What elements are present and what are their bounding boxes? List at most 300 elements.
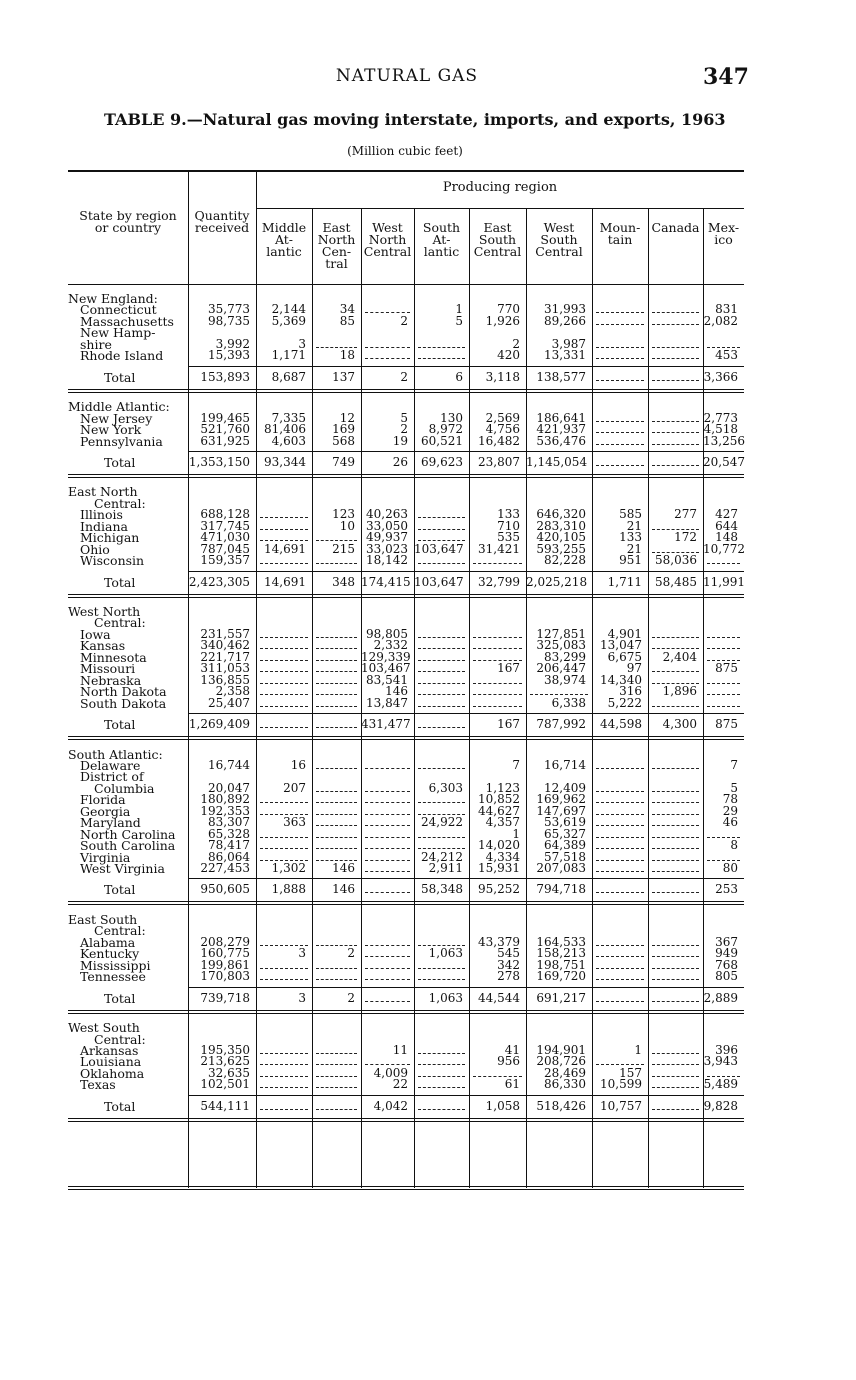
- region-cell: 138,577: [536, 369, 586, 384]
- region-cell: 5: [400, 410, 408, 425]
- region-cell: 325,083: [536, 638, 586, 653]
- region-cell: 12,409: [544, 780, 586, 795]
- empty-cell-rule: [316, 802, 357, 803]
- region-cell: 787,992: [536, 717, 586, 732]
- total-label: Total: [104, 882, 136, 898]
- quantity-cell: 86,064: [208, 849, 250, 864]
- row-label: West North: [68, 604, 141, 619]
- empty-cell-rule: [316, 648, 357, 649]
- empty-cell-rule: [652, 347, 699, 348]
- region-cell: 21: [626, 541, 642, 556]
- region-cell: 10,852: [478, 792, 520, 807]
- region-cell: 19: [392, 433, 408, 448]
- region-cell: 65,327: [544, 826, 586, 841]
- region-cell: 172: [674, 530, 697, 545]
- empty-cell-rule: [316, 660, 357, 661]
- empty-cell-rule: [365, 892, 410, 893]
- region-cell: 146: [385, 684, 408, 699]
- region-header: West South Central: [535, 220, 583, 259]
- region-cell: 951: [619, 553, 642, 568]
- region-cell: 7: [512, 757, 520, 772]
- empty-cell-rule: [418, 1064, 465, 1065]
- region-cell: 646,320: [536, 507, 586, 522]
- region-cell: 3: [298, 946, 306, 961]
- row-label: shire: [80, 336, 112, 352]
- region-cell: 8,972: [428, 422, 463, 437]
- region-cell: 46: [722, 815, 738, 830]
- region-cell: 768: [715, 957, 738, 972]
- empty-cell-rule: [596, 860, 644, 861]
- region-cell: 64,389: [544, 838, 586, 853]
- region-cell: 58,485: [655, 574, 697, 589]
- region-cell: 4,518: [703, 422, 738, 437]
- region-cell: 794,718: [536, 882, 586, 897]
- table-top-rule: [68, 170, 744, 172]
- quantity-cell: 231,557: [200, 626, 250, 641]
- total-double-rule: [68, 904, 744, 905]
- empty-cell-rule: [260, 837, 308, 838]
- region-cell: 146: [332, 861, 355, 875]
- region-cell: 13,331: [544, 348, 586, 363]
- empty-cell-rule: [418, 517, 465, 518]
- empty-cell-rule: [652, 945, 699, 946]
- empty-cell-rule: [260, 637, 308, 638]
- region-cell: 15,931: [478, 861, 520, 875]
- total-label: Total: [104, 369, 136, 385]
- empty-cell-rule: [260, 848, 308, 849]
- empty-cell-rule: [596, 892, 644, 893]
- empty-cell-rule: [365, 802, 410, 803]
- row-label: West Virginia: [80, 861, 165, 876]
- region-cell: 644: [715, 518, 738, 533]
- empty-cell-rule: [473, 563, 522, 564]
- row-label: Nebraska: [80, 672, 142, 688]
- region-cell: 4,300: [662, 717, 697, 732]
- quantity-cell: 35,773: [208, 302, 250, 317]
- empty-cell-rule: [418, 637, 465, 638]
- region-cell: 396: [715, 1042, 738, 1057]
- region-cell: 710: [497, 518, 520, 533]
- row-label: West South: [68, 1020, 140, 1036]
- empty-cell-rule: [652, 979, 699, 980]
- empty-cell-rule: [316, 563, 357, 564]
- region-cell: 536,476: [536, 433, 586, 448]
- region-cell: 157: [619, 1065, 642, 1080]
- empty-cell-rule: [365, 768, 410, 769]
- row-label: Indiana: [80, 518, 128, 534]
- total-rule: [188, 987, 744, 988]
- empty-cell-rule: [596, 848, 644, 849]
- region-cell: 8,687: [271, 369, 306, 384]
- empty-cell-rule: [365, 814, 410, 815]
- region-cell: 44,544: [478, 990, 520, 1005]
- empty-cell-rule: [473, 694, 522, 695]
- region-cell: 5: [455, 313, 463, 328]
- region-cell: 32,799: [478, 574, 520, 589]
- total-double-rule: [68, 474, 744, 475]
- region-cell: 278: [497, 969, 520, 984]
- row-label: Iowa: [80, 626, 111, 642]
- total-double-rule: [68, 392, 744, 393]
- quantity-cell: 471,030: [200, 530, 250, 545]
- region-cell: 20,547: [703, 454, 745, 469]
- region-cell: 206,447: [536, 661, 586, 676]
- total-double-rule: [68, 1010, 744, 1011]
- empty-cell-rule: [652, 814, 699, 815]
- row-label: New Hamp-: [80, 325, 156, 341]
- row-label: North Dakota: [80, 684, 167, 700]
- region-cell: 875: [715, 661, 738, 676]
- region-cell: 28,469: [544, 1065, 586, 1080]
- region-cell: 82,228: [544, 553, 586, 568]
- empty-cell-rule: [596, 432, 644, 433]
- empty-cell-rule: [652, 444, 699, 445]
- region-cell: 2,332: [373, 638, 408, 653]
- total-double-rule: [68, 901, 744, 902]
- region-cell: 7,335: [271, 410, 306, 425]
- empty-cell-rule: [652, 871, 699, 872]
- empty-cell-rule: [652, 1087, 699, 1088]
- empty-cell-rule: [596, 768, 644, 769]
- empty-cell-rule: [652, 637, 699, 638]
- region-cell: 367: [715, 934, 738, 949]
- quantity-cell: 227,453: [200, 861, 250, 875]
- table-title: TABLE 9.—Natural gas moving interstate, imports, and exports, 1963: [104, 110, 726, 129]
- empty-cell-rule: [316, 1109, 357, 1110]
- region-cell: 253: [715, 882, 738, 897]
- region-cell: 16,482: [478, 433, 520, 448]
- empty-cell-rule: [418, 1109, 465, 1110]
- total-rule: [188, 451, 744, 452]
- empty-cell-rule: [316, 791, 357, 792]
- quantity-cell: 2,423,305: [188, 574, 250, 589]
- region-cell: 89,266: [544, 313, 586, 328]
- empty-cell-rule: [418, 563, 465, 564]
- region-cell: 4,042: [373, 1098, 408, 1113]
- empty-cell-rule: [365, 1001, 410, 1002]
- empty-cell-rule: [260, 1087, 308, 1088]
- empty-cell-rule: [260, 517, 308, 518]
- empty-cell-rule: [418, 768, 465, 769]
- empty-cell-rule: [596, 791, 644, 792]
- region-cell: 5,222: [607, 695, 642, 710]
- region-cell: 95,252: [478, 882, 520, 897]
- region-header: East North Cen- tral: [317, 220, 356, 271]
- table-bottom-rule: [68, 1186, 744, 1187]
- row-label: District of: [80, 769, 144, 785]
- empty-cell-rule: [365, 358, 410, 359]
- quantity-cell: 65,328: [208, 826, 250, 841]
- row-label: Georgia: [80, 803, 131, 819]
- quantity-cell: 25,407: [208, 695, 250, 710]
- quantity-cell: 98,735: [208, 313, 250, 328]
- region-cell: 277: [674, 507, 697, 522]
- empty-cell-rule: [418, 1087, 465, 1088]
- region-cell: 24,922: [421, 815, 463, 830]
- empty-cell-rule: [596, 444, 644, 445]
- region-header: Moun- tain: [599, 220, 641, 247]
- empty-cell-rule: [316, 837, 357, 838]
- empty-cell-rule: [316, 968, 357, 969]
- region-cell: 420,105: [536, 530, 586, 545]
- total-double-rule: [68, 594, 744, 595]
- region-cell: 1,302: [271, 861, 306, 875]
- empty-cell-rule: [652, 825, 699, 826]
- row-label: Alabama: [80, 934, 136, 950]
- region-cell: 6,303: [428, 780, 463, 795]
- empty-cell-rule: [418, 802, 465, 803]
- region-cell: 129,339: [361, 649, 411, 664]
- region-cell: 427: [715, 507, 738, 522]
- region-cell: 21: [626, 518, 642, 533]
- quantity-cell: 739,718: [200, 990, 250, 1005]
- empty-cell-rule: [418, 694, 465, 695]
- region-cell: 97: [626, 661, 642, 676]
- quantity-cell: 170,803: [200, 969, 250, 984]
- region-cell: 1,888: [271, 882, 306, 897]
- row-label: Kentucky: [80, 946, 140, 962]
- empty-cell-rule: [316, 848, 357, 849]
- table-units: (Million cubic feet): [347, 144, 463, 158]
- region-cell: 5,369: [271, 313, 306, 328]
- region-cell: 24,212: [421, 849, 463, 864]
- total-double-rule: [68, 739, 744, 740]
- quantity-cell: 32,635: [208, 1065, 250, 1080]
- region-cell: 158,213: [536, 946, 586, 961]
- quantity-cell: 221,717: [200, 649, 250, 664]
- row-label: North Carolina: [80, 826, 176, 842]
- total-rule: [188, 878, 744, 879]
- empty-cell-rule: [473, 648, 522, 649]
- empty-cell-rule: [316, 706, 357, 707]
- empty-cell-rule: [260, 1076, 308, 1077]
- region-cell: 14,340: [600, 672, 642, 687]
- region-cell: 18,142: [366, 553, 408, 568]
- quantity-cell: 15,393: [208, 348, 250, 363]
- region-cell: 593,255: [536, 541, 586, 556]
- row-label: Virginia: [80, 849, 131, 865]
- region-header: Canada: [651, 220, 700, 235]
- region-cell: 198,751: [536, 957, 586, 972]
- region-cell: 5,489: [703, 1077, 738, 1092]
- row-label: New Jersey: [80, 410, 153, 426]
- header-bottom-rule: [68, 284, 744, 285]
- region-cell: 148: [715, 530, 738, 545]
- empty-cell-rule: [418, 358, 465, 359]
- quantity-cell: 180,892: [200, 792, 250, 807]
- empty-cell-rule: [316, 1087, 357, 1088]
- empty-cell-rule: [260, 727, 308, 728]
- region-cell: 207: [283, 780, 306, 795]
- empty-cell-rule: [707, 637, 740, 638]
- empty-cell-rule: [652, 892, 699, 893]
- region-cell: 167: [497, 717, 520, 732]
- row-label: Minnesota: [80, 649, 147, 665]
- empty-cell-rule: [652, 1001, 699, 1002]
- empty-cell-rule: [316, 727, 357, 728]
- empty-cell-rule: [365, 871, 410, 872]
- quantity-cell: 199,465: [200, 410, 250, 425]
- empty-cell-rule: [418, 727, 465, 728]
- quantity-cell: 950,605: [200, 882, 250, 897]
- region-cell: 33,023: [366, 541, 408, 556]
- region-cell: 33,050: [366, 518, 408, 533]
- region-cell: 949: [715, 946, 738, 961]
- empty-cell-rule: [707, 648, 740, 649]
- region-cell: 169,720: [536, 969, 586, 984]
- region-cell: 61: [504, 1077, 520, 1092]
- total-double-rule: [68, 736, 744, 737]
- row-label: Ohio: [80, 541, 110, 557]
- region-cell: 167: [497, 661, 520, 676]
- region-cell: 174,415: [361, 574, 411, 589]
- region-cell: 4,756: [485, 422, 520, 437]
- row-label: Columbia: [94, 780, 155, 796]
- quantity-cell: 2,358: [215, 684, 250, 699]
- row-label: Tennessee: [80, 969, 146, 985]
- quantity-cell: 136,855: [200, 672, 250, 687]
- region-cell: 585: [619, 507, 642, 522]
- total-double-rule: [68, 477, 744, 478]
- empty-cell-rule: [365, 347, 410, 348]
- total-label: Total: [104, 990, 136, 1006]
- region-header: West North Central: [363, 220, 412, 259]
- row-label: Pennsylvania: [80, 433, 163, 449]
- empty-cell-rule: [365, 860, 410, 861]
- row-label: Oklahoma: [80, 1065, 145, 1081]
- region-cell: 147,697: [536, 803, 586, 818]
- row-label: Delaware: [80, 757, 141, 773]
- empty-cell-rule: [260, 1064, 308, 1065]
- region-cell: 421,937: [536, 422, 586, 437]
- empty-cell-rule: [652, 1109, 699, 1110]
- region-cell: 1,926: [485, 313, 520, 328]
- stub-header: State by region or country: [79, 208, 177, 235]
- empty-cell-rule: [473, 706, 522, 707]
- quantity-cell: 521,760: [200, 422, 250, 437]
- region-cell: 49,937: [366, 530, 408, 545]
- row-label: Rhode Island: [80, 348, 164, 364]
- empty-cell-rule: [707, 563, 740, 564]
- empty-cell-rule: [418, 1076, 465, 1077]
- region-cell: 316: [619, 684, 642, 699]
- total-double-rule: [68, 1118, 744, 1119]
- region-cell: 34: [339, 302, 355, 317]
- empty-cell-rule: [260, 563, 308, 564]
- region-cell: 186,641: [536, 410, 586, 425]
- empty-cell-rule: [316, 1076, 357, 1077]
- region-cell: 103,647: [414, 574, 464, 589]
- region-header: East South Central: [473, 220, 522, 259]
- row-label: Central:: [94, 495, 146, 511]
- quantity-cell: 311,053: [200, 661, 250, 676]
- quantity-cell: 544,111: [200, 1098, 250, 1113]
- region-cell: 18: [339, 348, 355, 363]
- quantity-cell: 340,462: [200, 638, 250, 653]
- region-cell: 283,310: [536, 518, 586, 533]
- quantity-cell: 102,501: [200, 1077, 250, 1092]
- region-cell: 348: [332, 574, 355, 589]
- region-cell: 10,757: [600, 1098, 642, 1113]
- region-cell: 44,598: [600, 717, 642, 732]
- region-cell: 1: [455, 302, 463, 317]
- region-cell: 1,711: [607, 574, 642, 589]
- empty-cell-rule: [260, 694, 308, 695]
- region-cell: 1,063: [428, 990, 463, 1005]
- quantity-cell: 213,625: [200, 1054, 250, 1069]
- region-cell: 43,379: [478, 934, 520, 949]
- empty-cell-rule: [596, 1001, 644, 1002]
- empty-cell-rule: [260, 802, 308, 803]
- running-head: [0, 64, 856, 92]
- region-cell: 568: [332, 433, 355, 448]
- region-cell: 53,619: [544, 815, 586, 830]
- region-cell: 123: [332, 507, 355, 522]
- region-cell: 363: [283, 815, 306, 830]
- region-cell: 14,020: [478, 838, 520, 853]
- empty-cell-rule: [596, 421, 644, 422]
- region-cell: 4,901: [607, 626, 642, 641]
- row-label: East South: [68, 911, 138, 927]
- empty-cell-rule: [316, 768, 357, 769]
- row-label: South Atlantic:: [68, 746, 163, 762]
- total-rule: [188, 571, 744, 572]
- empty-cell-rule: [596, 324, 644, 325]
- empty-cell-rule: [473, 683, 522, 684]
- row-label: South Carolina: [80, 838, 176, 854]
- empty-cell-rule: [316, 683, 357, 684]
- region-cell: 805: [715, 969, 738, 984]
- region-cell: 23,807: [478, 454, 520, 469]
- region-cell: 1,063: [428, 946, 463, 961]
- empty-cell-rule: [260, 979, 308, 980]
- empty-cell-rule: [365, 968, 410, 969]
- quantity-cell: 192,353: [200, 803, 250, 818]
- empty-cell-rule: [418, 347, 465, 348]
- region-cell: 13,847: [366, 695, 408, 710]
- empty-cell-rule: [260, 1053, 308, 1054]
- region-cell: 3,366: [703, 369, 738, 384]
- region-cell: 956: [497, 1054, 520, 1069]
- empty-cell-rule: [596, 802, 644, 803]
- quantity-cell: 787,045: [200, 541, 250, 556]
- region-cell: 31,421: [478, 541, 520, 556]
- region-cell: 40,263: [366, 507, 408, 522]
- quantity-cell: 83,307: [208, 815, 250, 830]
- region-cell: 770: [497, 302, 520, 317]
- region-cell: 1: [512, 826, 520, 841]
- region-header: South At- lantic: [422, 220, 461, 259]
- region-cell: 545: [497, 946, 520, 961]
- region-cell: 29: [722, 803, 738, 818]
- region-cell: 2: [347, 990, 355, 1005]
- empty-cell-rule: [652, 358, 699, 359]
- empty-cell-rule: [652, 860, 699, 861]
- region-cell: 14,691: [264, 574, 306, 589]
- empty-cell-rule: [260, 683, 308, 684]
- column-rule: [414, 208, 415, 1188]
- row-label: Florida: [80, 792, 126, 808]
- region-cell: 58,036: [655, 553, 697, 568]
- region-cell: 431,477: [361, 717, 411, 732]
- region-cell: 5: [730, 780, 738, 795]
- quantity-cell: 195,350: [200, 1042, 250, 1057]
- region-cell: 103,467: [361, 661, 411, 676]
- total-label: Total: [104, 1098, 136, 1114]
- empty-cell-rule: [652, 1053, 699, 1054]
- empty-cell-rule: [596, 347, 644, 348]
- empty-cell-rule: [418, 1053, 465, 1054]
